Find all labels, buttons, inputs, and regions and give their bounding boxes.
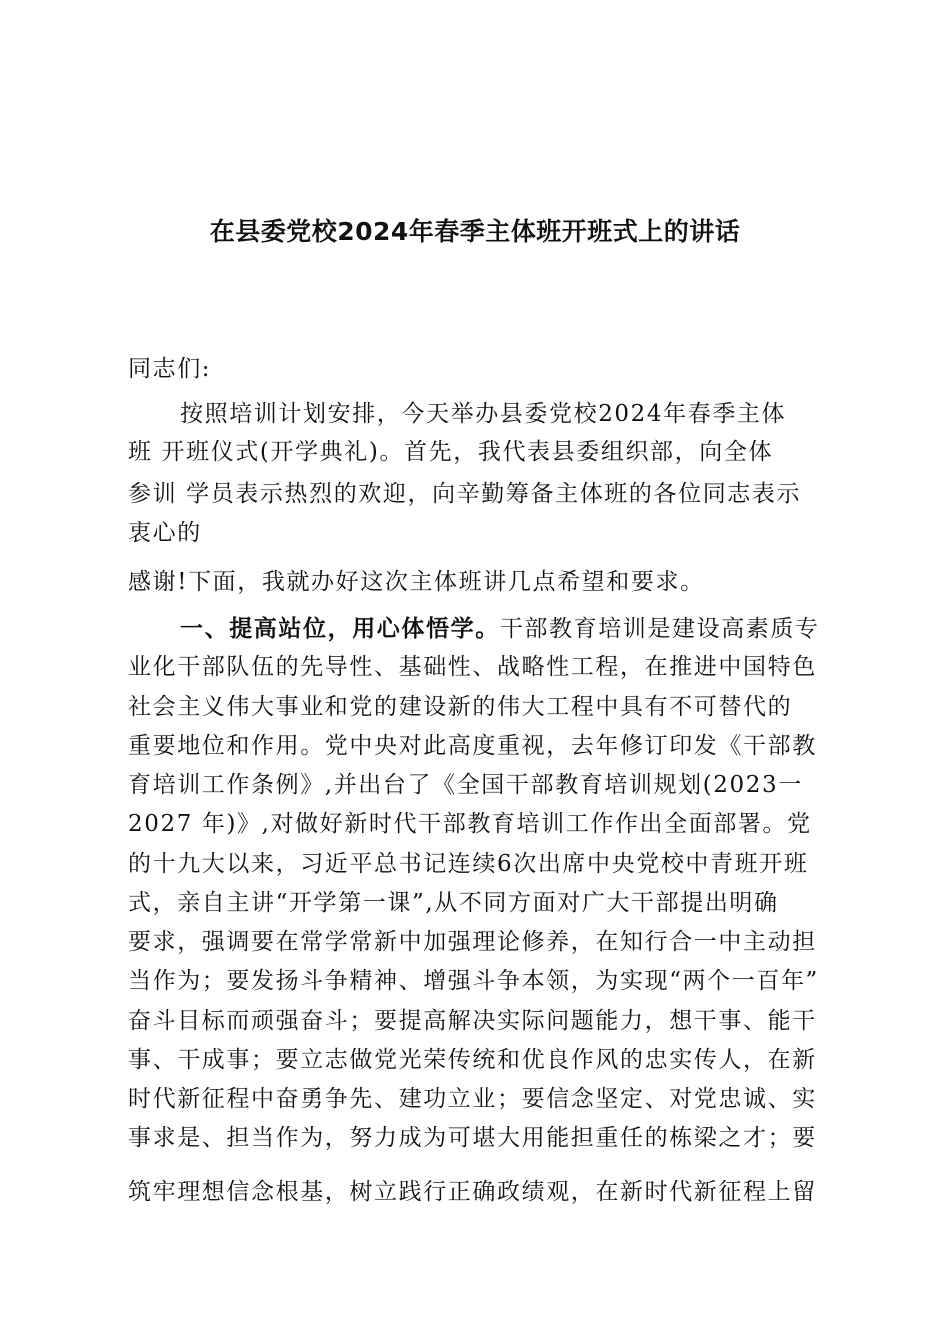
paragraph-line: 社会主义伟大事业和党的建设新的伟大工程中具有不可替代的 <box>128 694 793 720</box>
paragraph-line: 参训 学员表示热烈的欢迎，向辛勤筹备主体班的各位同志表示 <box>128 481 802 507</box>
paragraph-line: 筑牢理想信念根基，树立践行正确政绩观，在新时代新征程上留 <box>128 1179 817 1205</box>
paragraph-line: 感谢!下面，我就办好这次主体班讲几点希望和要求。 <box>128 569 705 595</box>
paragraph-line: 奋斗目标而顽强奋斗；要提高解决实际问题能力，想干事、能干 <box>128 1008 817 1034</box>
paragraph-line: 的十九大以来，习近平总书记连续6次出席中央党校中青班开班 <box>128 851 809 877</box>
paragraph-line: 事求是、担当作为，努力成为可堪大用能担重任的栋梁之才；要 <box>128 1125 817 1151</box>
section-first-line <box>180 614 820 644</box>
paragraph-line: 业化干部队伍的先导性、基础性、战略性工程，在推进中国特色 <box>128 654 817 680</box>
document-title: 在县委党校2024年春季主体班开班式上的讲话 <box>209 217 741 246</box>
section-first-line-text: 干部教育培训是建设高素质专 <box>499 616 820 642</box>
salutation: 同志们: <box>128 356 212 382</box>
paragraph-line: 衷心的 <box>128 520 202 546</box>
paragraph-line: 式，亲自主讲“开学第一课”,从不同方面对广大干部提出明确 <box>128 890 779 916</box>
paragraph-line: 事、干成事；要立志做党光荣传统和优良作风的忠实传人，在新 <box>128 1047 817 1073</box>
paragraph-line: 当作为；要发扬斗争精神、增强斗争本领，为实现“两个一百年” <box>128 968 819 994</box>
paragraph-line: 按照培训计划安排，今天举办县委党校2024年春季主体 <box>180 401 787 427</box>
paragraph-line: 育培训工作条例》,并出台了《全国干部教育培训规划(2023一 <box>128 772 803 798</box>
paragraph-line: 时代新征程中奋勇争先、建功立业；要信念坚定、对党忠诚、实 <box>128 1086 817 1112</box>
paragraph-line: 重要地位和作用。党中央对此高度重视，去年修订印发《干部教 <box>128 733 817 759</box>
paragraph-line: 班 开班仪式(开学典礼)。首先，我代表县委组织部，向全体 <box>128 439 774 465</box>
paragraph-line: 2027 年)》,对做好新时代干部教育培训工作作出全面部署。党 <box>128 811 812 837</box>
paragraph-line: 要求，强调要在常学常新中加强理论修养，在知行合一中主动担 <box>128 929 817 955</box>
section-heading: 一、提高站位，用心体悟学。 <box>180 616 500 642</box>
